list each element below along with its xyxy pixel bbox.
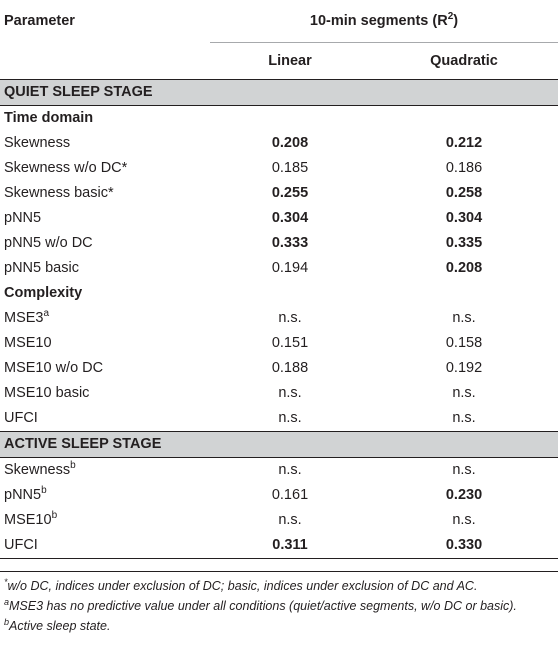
quadratic-value: n.s. [452,410,476,426]
header-parameter: Parameter [4,13,75,29]
table-row [0,306,558,331]
linear-value: 0.311 [210,533,370,559]
subsection-row [0,281,558,306]
subsection-title: Time domain [4,110,94,126]
linear-value: n.s. [278,410,302,426]
linear-value: 0.185 [271,160,309,176]
quadratic-value: n.s. [452,462,476,478]
parameter-footnote-mark: b [41,485,47,497]
parameter-cell [0,533,210,559]
parameter-cell [0,306,210,331]
parameter-name: MSE10 [4,512,52,528]
parameter-name: UFCI [4,537,38,553]
subsection-row [0,106,558,132]
table-row [0,231,558,256]
table-row [0,483,558,508]
subsection-title: Complexity [4,285,83,301]
table-row [0,131,558,156]
linear-value: 0.161 [271,487,309,503]
parameter-cell [0,483,210,508]
footnote-text: w/o DC, indices under exclusion of DC; basic, indices under exclusion of DC and AC. [7,579,478,593]
header-linear: Linear [210,43,370,80]
quadratic-value: 0.335 [445,235,483,251]
parameter-name: pNN5 [4,487,42,503]
table-row [0,206,558,231]
quadratic-value: 0.158 [445,335,483,351]
table-row [0,356,558,381]
linear-value: n.s. [278,512,302,528]
footnote [4,598,554,615]
table-row [0,458,558,484]
parameter-cell [0,231,210,256]
table-row [0,381,558,406]
linear-value: 0.151 [271,335,309,351]
footnote [4,618,554,635]
parameter-name: pNN5 [4,210,42,226]
table-row [0,508,558,533]
parameter-name: MSE10 [4,335,52,351]
parameter-name: MSE10 basic [4,385,90,401]
footnote [4,578,554,595]
parameter-name: pNN5 w/o DC [4,235,93,251]
linear-value: 0.208 [271,135,309,151]
header-group: 10-min segments $(R^2)$ [309,11,459,29]
linear-value: n.s. [278,385,302,401]
section-title: QUIET SLEEP STAGE [0,80,558,106]
footnote-mark: b [4,616,10,627]
footnote-text: Active sleep state. [9,619,111,633]
parameter-cell [0,131,210,156]
footnotes [0,571,558,635]
linear-value: n.s. [278,462,302,478]
parameter-cell [0,206,210,231]
parameter-cell [0,406,210,432]
linear-value: 0.255 [271,185,309,201]
quadratic-value: 0.230 [445,487,483,503]
parameter-cell [0,181,210,206]
parameter-name: Skewness basic* [4,185,114,201]
parameter-footnote-mark: b [51,510,58,522]
section-header-row [0,80,558,106]
parameter-cell [0,356,210,381]
parameter-name: MSE10 w/o DC [4,360,104,376]
parameter-name: Skewness w/o DC* [4,160,128,176]
parameter-cell [0,508,210,533]
section-header-row [0,432,558,458]
table-body [0,80,558,559]
parameter-name: Skewness [4,462,71,478]
linear-value: n.s. [278,310,302,326]
parameter-name: pNN5 basic [4,260,79,276]
parameter-cell [0,381,210,406]
linear-value: 0.333 [271,235,309,251]
parameter-cell [0,458,210,484]
quadratic-value: n.s. [452,310,476,326]
table-row [0,533,558,559]
parameter-footnote-mark: b [70,460,76,472]
parameter-name: Skewness [4,135,71,151]
linear-value: 0.188 [271,360,309,376]
quadratic-value: 0.208 [445,260,483,276]
quadratic-value: 0.192 [445,360,483,376]
section-title: ACTIVE SLEEP STAGE [0,432,558,458]
linear-value: 0.194 [271,260,309,276]
parameter-cell [0,331,210,356]
footnote-mark: a [4,596,10,607]
parameter-name: MSE3 [4,310,44,326]
table-row [0,256,558,281]
footnote-text: MSE3 has no predictive value under all conditions (quiet/active segments, w/o DC or basic). [9,599,517,613]
quadratic-value: 0.186 [445,160,483,176]
table-row [0,406,558,432]
quadratic-value: 0.304 [445,210,483,226]
quadratic-value: 0.258 [445,185,483,201]
footnote-mark: * [4,576,8,587]
linear-value: 0.304 [271,210,309,226]
table-row [0,156,558,181]
parameter-cell [0,156,210,181]
quadratic-value: 0.212 [445,135,483,151]
quadratic-value: 0.330 [370,533,558,559]
parameter-name: UFCI [4,410,38,426]
table-row [0,181,558,206]
header-quadratic: Quadratic [370,43,558,80]
table-row [0,331,558,356]
parameter-footnote-mark: a [43,308,50,320]
quadratic-value: n.s. [452,385,476,401]
parameter-cell [0,256,210,281]
quadratic-value: n.s. [452,512,476,528]
